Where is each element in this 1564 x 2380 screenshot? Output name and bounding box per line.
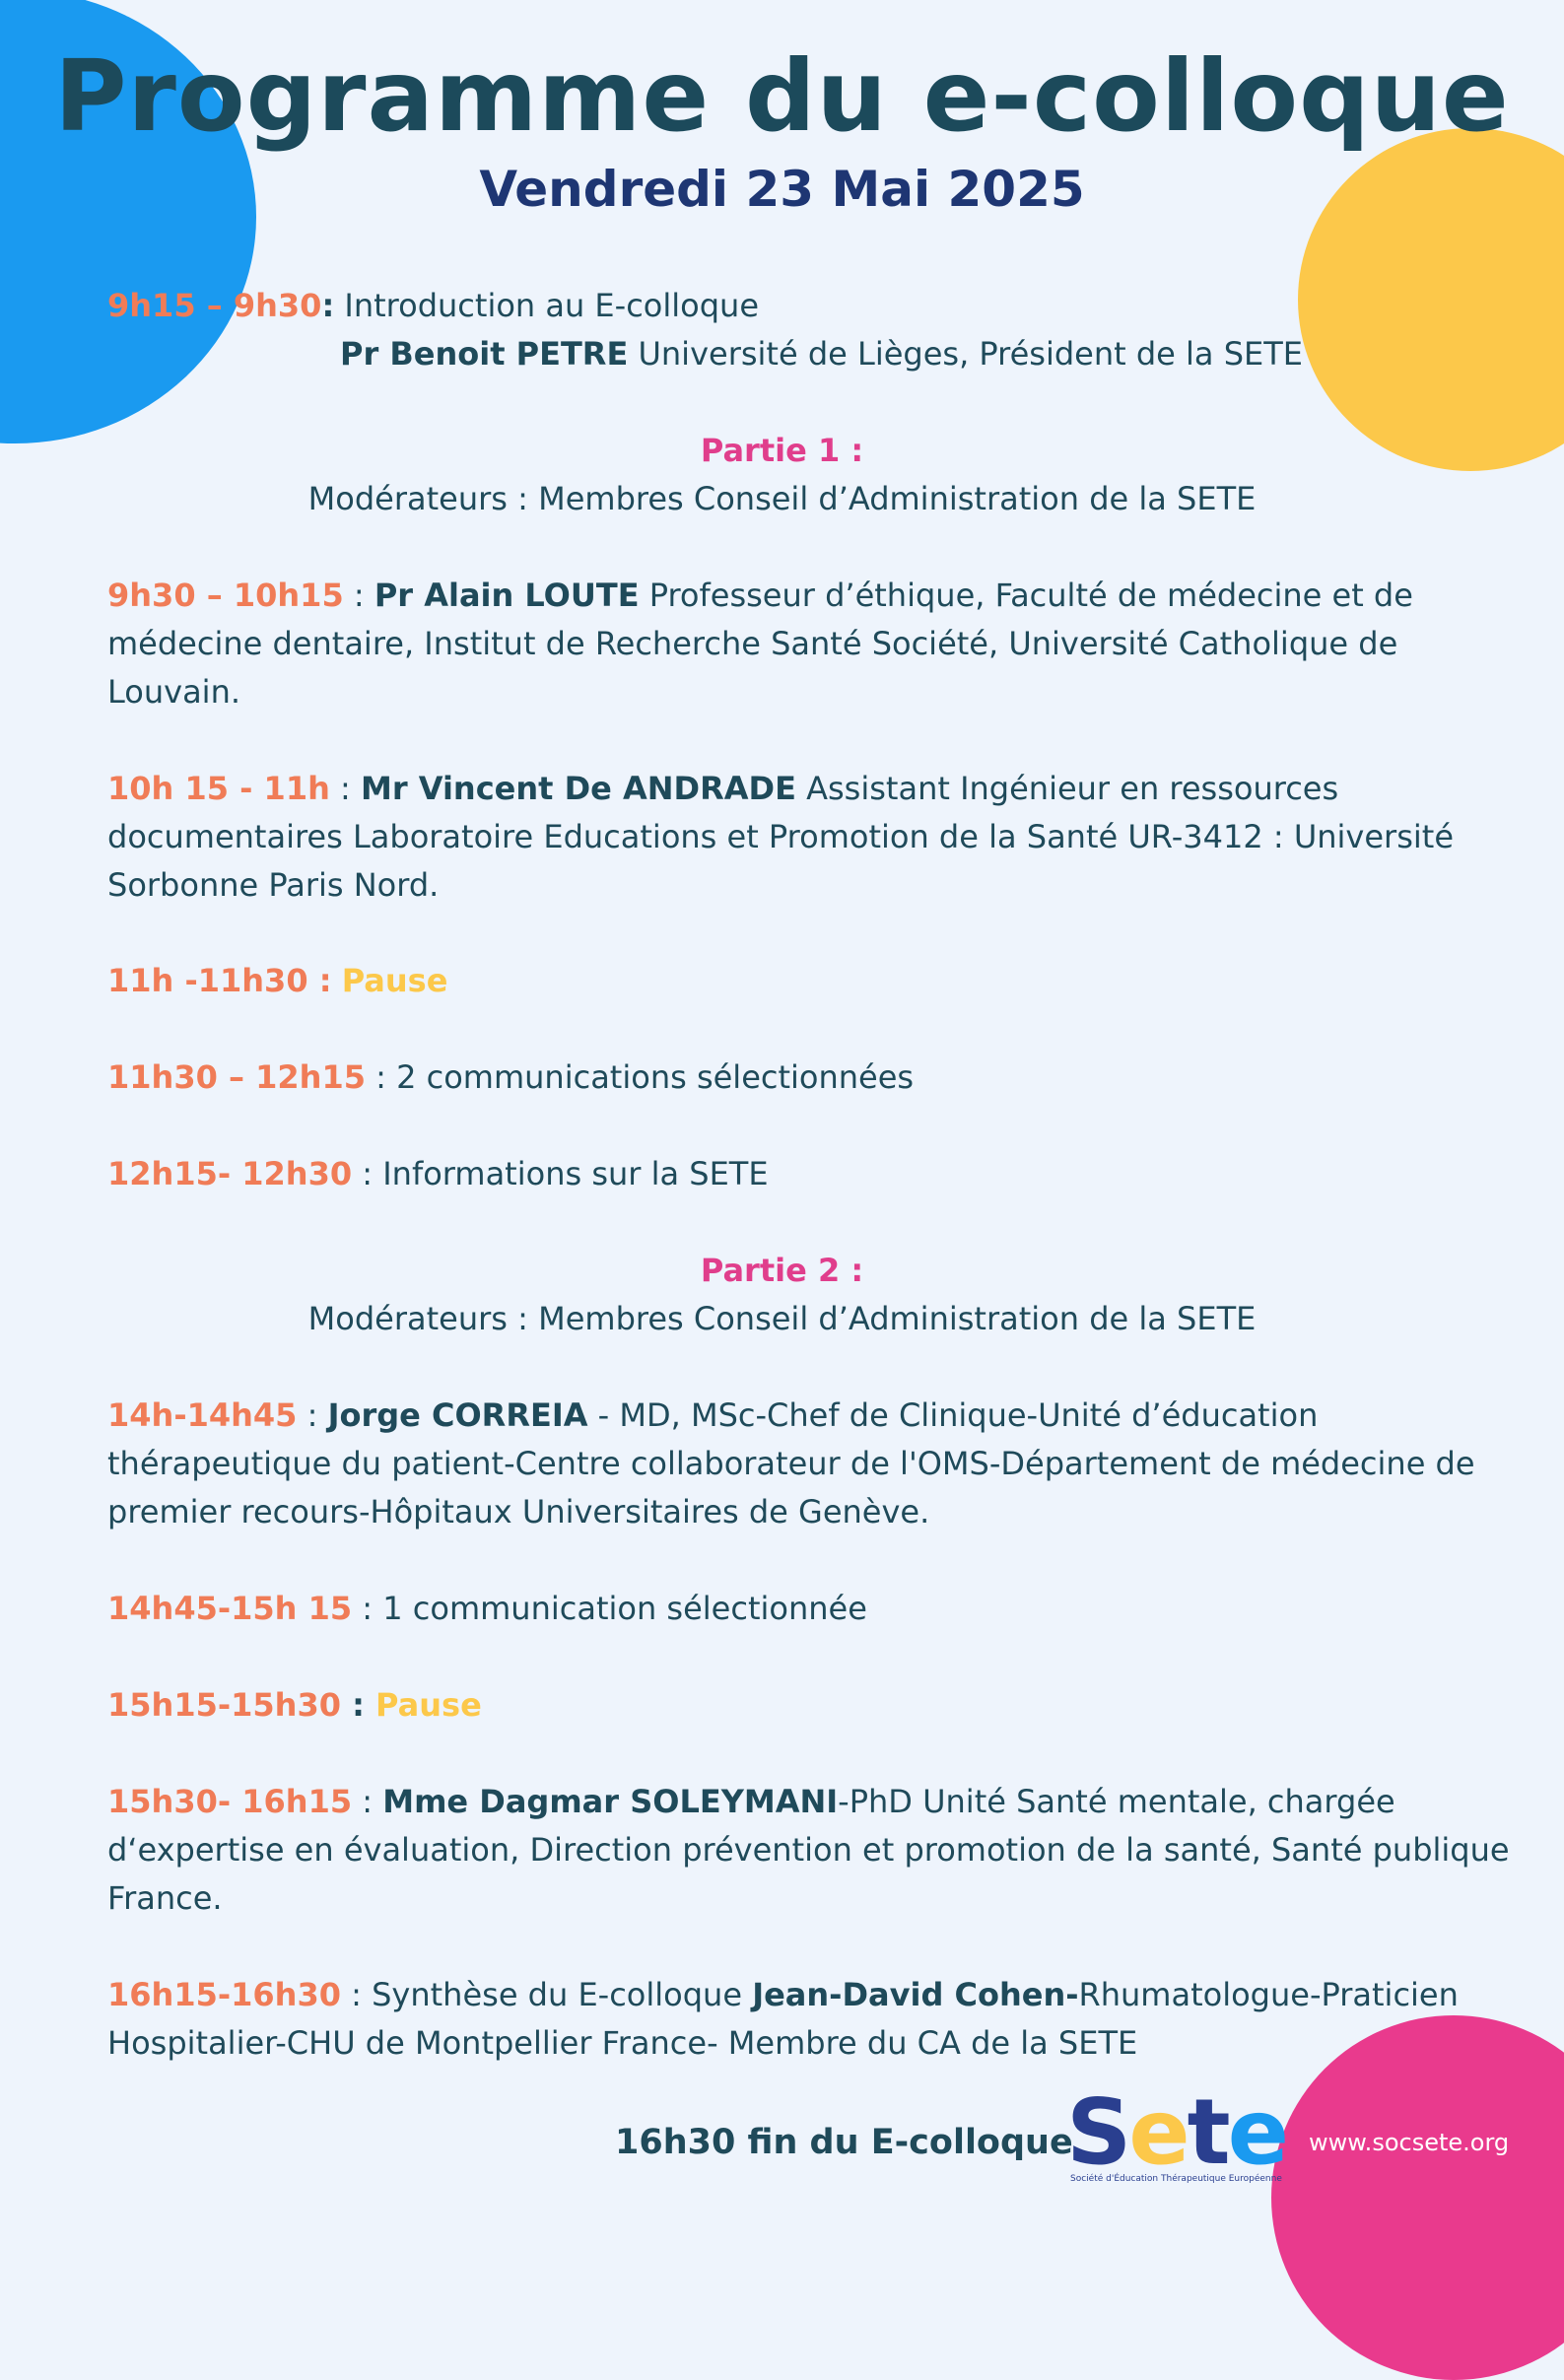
- part1-moderators: Modérateurs : Membres Conseil d’Administration de la SETE: [307, 480, 1257, 517]
- session-time: 10h 15 - 11h: [107, 770, 330, 807]
- session-speaker-info: Rhumatologue-Praticien Hospitalier-CHU de Montpellier France- Membre du CA de la SETE: [107, 1976, 1459, 2062]
- sete-logo-wordmark: Sete: [1066, 2079, 1287, 2185]
- pause-label: Pause: [375, 1686, 482, 1724]
- session-pretext: Synthèse du E-colloque: [372, 1976, 753, 2013]
- part1-label: Partie 1 :: [700, 432, 864, 469]
- intro-time: 9h15 – 9h30: [107, 287, 322, 324]
- session-separator: :: [352, 1783, 383, 1820]
- session-text: : 2 communications sélectionnées: [365, 1058, 915, 1096]
- session-informations: [107, 1150, 1536, 1198]
- pause-1: [107, 957, 1536, 1005]
- session-time: 16h15-16h30: [107, 1976, 341, 2013]
- session-correia: [107, 1392, 1536, 1536]
- pause-label: Pause: [341, 962, 448, 999]
- session-time: 15h30- 16h15: [107, 1783, 353, 1820]
- session-andrade: [107, 765, 1536, 910]
- session-separator: :: [297, 1396, 328, 1434]
- session-speaker-name: Mr Vincent De ANDRADE: [360, 770, 796, 807]
- part2-moderators: Modérateurs : Membres Conseil d’Administration de la SETE: [307, 1300, 1257, 1337]
- session-speaker-info: - MD, MSc-Chef de Clinique-Unité d’éducation thérapeutique du patient-Centre collaborateur de l'OMS-Département de médecine de premier recours-Hôpitaux Universitaires de Genève.: [107, 1396, 1475, 1530]
- session-speaker-name: Jorge CORREIA: [327, 1396, 588, 1434]
- intro-speaker: [39, 330, 1564, 378]
- sete-logo-tagline: Société d'Éducation Thérapeutique Européenne: [1070, 2174, 1282, 2184]
- session-separator: :: [340, 1976, 373, 2013]
- session-speaker-name: Pr Alain LOUTE: [374, 577, 640, 614]
- session-speaker-info: Professeur d’éthique, Faculté de médecine et de médecine dentaire, Institut de Recherche Santé Société, Université Catholique de Louvain.: [107, 577, 1413, 711]
- intro-speaker-info: Université de Lièges, Président de la SETE: [628, 335, 1303, 373]
- session-time: 14h-14h45: [107, 1396, 298, 1434]
- part2-label: Partie 2 :: [700, 1252, 864, 1289]
- session-communications: [107, 1054, 1536, 1102]
- event-date: Vendredi 23 Mai 2025: [479, 161, 1085, 218]
- pause-time: 11h -11h30 :: [107, 962, 332, 999]
- session-speaker-info: -PhD Unité Santé mentale, chargée d‘expertise en évaluation, Direction prévention et promotion de la santé, Santé publique France.: [107, 1783, 1510, 1917]
- session-separator: :: [329, 770, 361, 807]
- session-speaker-name: Mme Dagmar SOLEYMANI: [382, 1783, 839, 1820]
- session-soleymani: [107, 1778, 1536, 1923]
- pause-2: [107, 1681, 1536, 1730]
- session-time: 12h15- 12h30: [107, 1155, 353, 1192]
- session-separator: :: [343, 577, 374, 614]
- decorative-pink-circle: [1271, 2015, 1564, 2380]
- session-text: : Informations sur la SETE: [352, 1155, 769, 1192]
- intro-line: [107, 282, 1536, 330]
- pause-time: 15h15-15h30: [107, 1686, 341, 1724]
- website-link[interactable]: www.socsete.org: [1309, 2129, 1510, 2156]
- session-communication: [107, 1585, 1536, 1633]
- session-time: 14h45-15h 15: [107, 1590, 353, 1627]
- end-of-colloquium: 16h30 fin du E-colloque: [615, 2123, 1073, 2162]
- session-speaker-name: Jean-David Cohen-: [752, 1976, 1079, 2013]
- session-loute: [107, 572, 1536, 716]
- session-speaker-info: Assistant Ingénieur en ressources documentaires Laboratoire Educations et Promotion de la Santé UR-3412 : Université Sorbonne Paris Nord.: [107, 770, 1454, 904]
- session-text: : 1 communication sélectionnée: [352, 1590, 867, 1627]
- session-synthese: [107, 1971, 1536, 2068]
- intro-text: Introduction au E-colloque: [334, 287, 759, 324]
- session-time: 9h30 – 10h15: [107, 577, 344, 614]
- session-time: 11h30 – 12h15: [107, 1058, 366, 1096]
- intro-speaker-name: Pr Benoit PETRE: [340, 335, 629, 373]
- pause-separator: :: [340, 1686, 376, 1724]
- sete-logo: [1066, 2079, 1293, 2185]
- page-title: Programme du e-colloque: [54, 38, 1510, 154]
- intro-separator: :: [321, 287, 335, 324]
